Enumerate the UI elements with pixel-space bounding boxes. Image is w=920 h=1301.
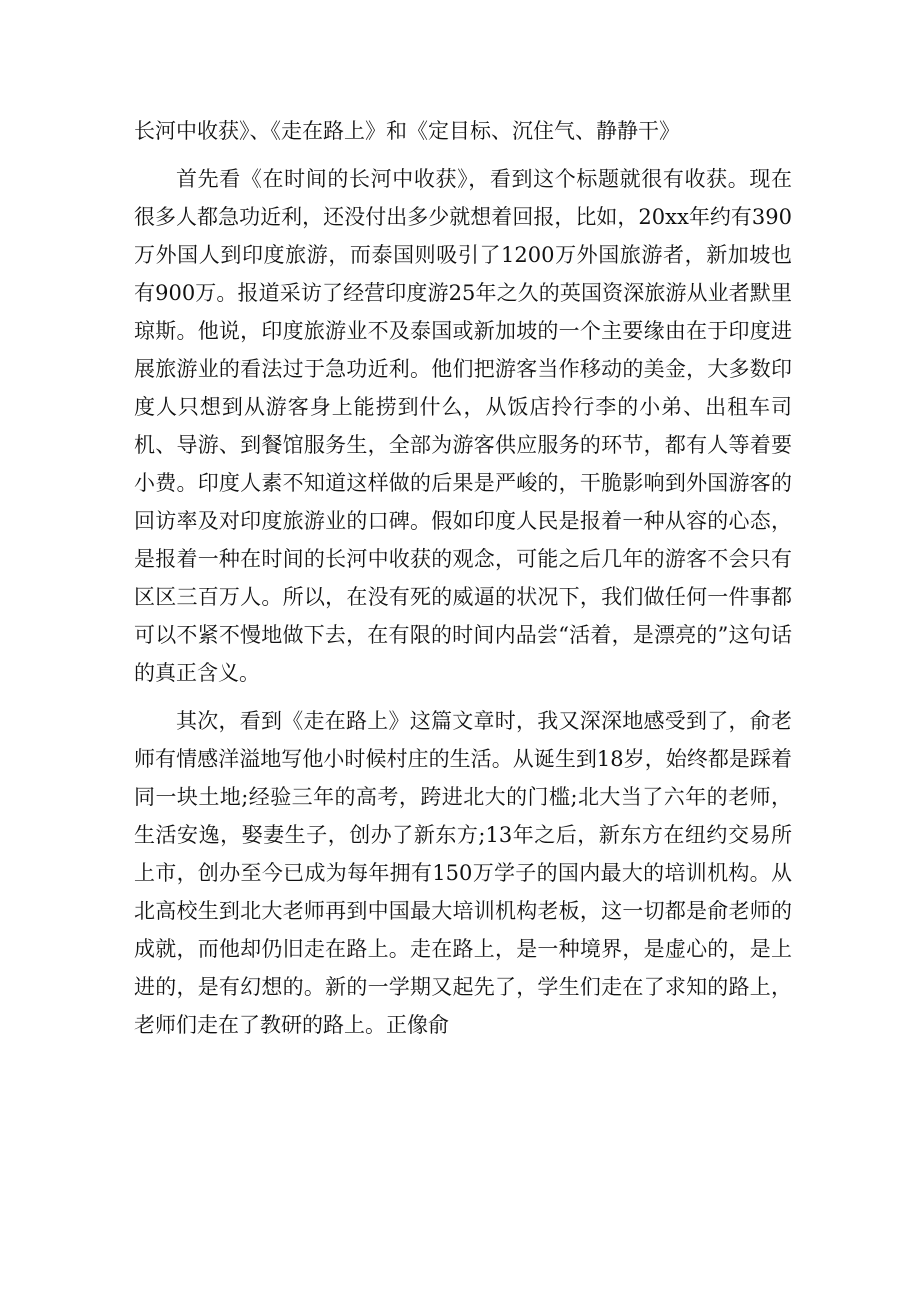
paragraph-continuation: 长河中收获》、《走在路上》和《定目标、沉住气、静静干》 xyxy=(134,119,680,143)
paragraph-on-the-road: 其次，看到《走在路上》这篇文章时，我又深深地感受到了，俞老师有情感洋溢地写他小时候村庄的生活。从诞生到18岁，始终都是踩着同一块土地;经验三年的高考，跨进北大的门槛;北大当了六年的老师，生活安逸，娶妻生子，创办了新东方;13年之后，新东方在纽约交易所上市，创办至今已成为每年拥有150万学子的国内最大的培训机构。从北高校生到北大老师再到中国最大培训机构老板，这一切都是俞老师的成就，而他却仍旧走在路上。走在路上，是一种境界，是虚心的，是上进的，是有幻想的。新的一学期又起先了，学生们走在了求知的路上，老师们走在了教研的路上。正像俞 xyxy=(134,709,792,1037)
paragraph-time-river: 首先看《在时间的长河中收获》，看到这个标题就很有收获。现在很多人都急功近利，还没付出多少就想着回报，比如，20xx年约有390万外国人到印度旅游，而泰国则吸引了1200万外国旅游者，新加坡也有900万。报道采访了经营印度游25年之久的英国资深旅游从业者默里琼斯。他说，印度旅游业不及泰国或新加坡的一个主要缘由在于印度进展旅游业的看法过于急功近利。他们把游客当作移动的美金，大多数印度人只想到从游客身上能捞到什么，从饭店拎行李的小弟、出租车司机、导游、到餐馆服务生，全部为游客供应服务的环节，都有人等着要小费。印度人素不知道这样做的后果是严峻的，干脆影响到外国游客的回访率及对印度旅游业的口碑。假如印度人民是报着一种从容的心态，是报着一种在时间的长河中收获的观念，可能之后几年的游客不会只有区区三百万人。所以，在没有死的威逼的状况下，我们做任何一件事都可以不紧不慢地做下去，在有限的时间内品尝“活着，是漂亮的”这句话的真正含义。 xyxy=(134,167,792,685)
document-page xyxy=(134,112,792,1054)
